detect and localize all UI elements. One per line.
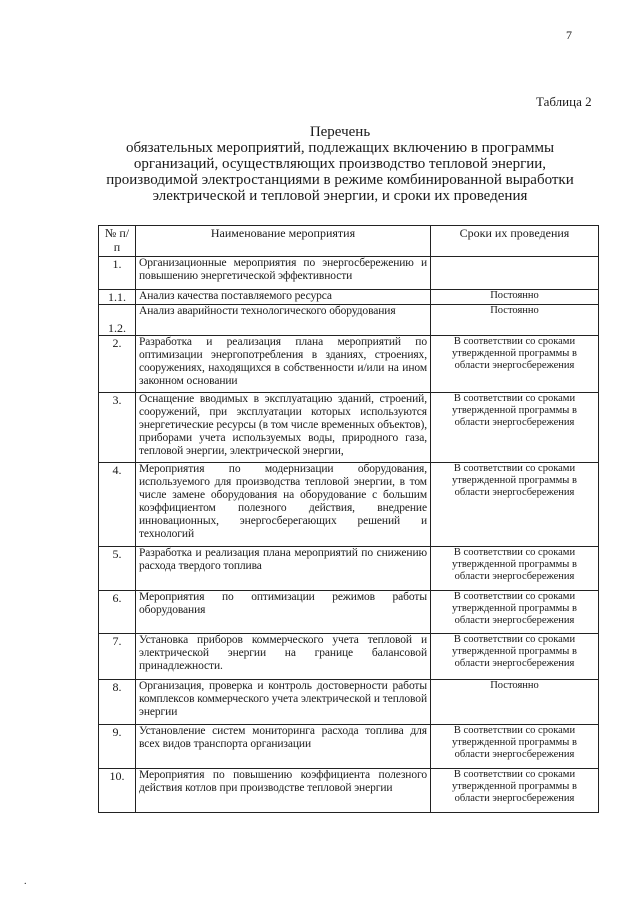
header-number: № п/п [99,226,136,257]
row-term: Постоянно [431,290,599,305]
row-term: Постоянно [431,305,599,336]
row-name: Организационные мероприятия по энергосбережению и повышению энергетической эффективности [136,257,431,290]
row-term: В соответствии со сроками утвержденной программы в области энергосбережения [431,463,599,547]
row-name: Мероприятия по повышению коэффициента полезного действия котлов при производстве тепловой энергии [136,769,431,813]
row-name: Организация, проверка и контроль достоверности работы комплексов коммерческого учета электрической и тепловой энергии [136,680,431,725]
row-name: Оснащение вводимых в эксплуатацию зданий, строений, сооружений, при эксплуатации которых используются энергетические ресурсы (в том числе временных объектов), приборами учета используемых воды, природного газа, тепловой энергии, электрической энергии, [136,393,431,463]
row-term [431,257,599,290]
table-row [99,547,599,591]
row-name: Установление систем мониторинга расхода топлива для всех видов транспорта организации [136,725,431,769]
table-row [99,336,599,393]
row-number: 2. [99,336,136,393]
row-term: В соответствии со сроками утвержденной программы в области энергосбережения [431,634,599,680]
row-term: В соответствии со сроками утвержденной программы в области энергосбережения [431,769,599,813]
row-number: 3. [99,393,136,463]
table-row [99,591,599,634]
row-name: Анализ аварийности технологического оборудования [136,305,431,336]
row-name: Установка приборов коммерческого учета тепловой и электрической энергии на границе балансовой принадлежности. [136,634,431,680]
scan-speck: . [24,876,27,887]
table-row [99,393,599,463]
row-number: 6. [99,591,136,634]
row-term: Постоянно [431,680,599,725]
row-term: В соответствии со сроками утвержденной программы в области энергосбережения [431,725,599,769]
page-number: 7 [566,28,572,42]
title-line: электрической и тепловой энергии, и сроки их проведения [152,188,528,204]
table-row [99,463,599,547]
table-row [99,634,599,680]
row-number: 1.1. [99,290,136,305]
row-number: 4. [99,463,136,547]
row-number: 7. [99,634,136,680]
row-term: В соответствии со сроками утвержденной программы в области энергосбережения [431,547,599,591]
table-row [99,680,599,725]
header-term: Сроки их проведения [431,226,599,257]
row-number: 10. [99,769,136,813]
row-number: 5. [99,547,136,591]
table-row [99,305,599,336]
title-line: организаций, осуществляющих производство тепловой энергии, [133,156,547,172]
title-line: Перечень [309,124,371,140]
row-name: Мероприятия по оптимизации режимов работы оборудования [136,591,431,634]
table-row [99,257,599,290]
measures-table [98,225,599,813]
title-line: производимой электростанциями в режиме комбинированной выработки [106,172,574,188]
title-line: обязательных мероприятий, подлежащих включению в программы [125,140,555,156]
document-title [90,124,590,204]
row-name: Мероприятия по модернизации оборудования, используемого для производства тепловой энергии, в том числе замене оборудования на оборудование с большим коэффициентом полезного действия, внедрение инновационных, энергосберегающих решений и технологий [136,463,431,547]
row-term: В соответствии со сроками утвержденной программы в области энергосбережения [431,393,599,463]
row-number: 8. [99,680,136,725]
row-name: Разработка и реализация плана мероприятий по оптимизации энергопотребления в зданиях, строениях, сооружениях, находящихся в собственности и/или на ином законном основании [136,336,431,393]
row-term: В соответствии со сроками утвержденной программы в области энергосбережения [431,591,599,634]
table-row [99,290,599,305]
row-number: 1.2. [99,305,136,336]
table-header-row [99,226,599,257]
row-term: В соответствии со сроками утвержденной программы в области энергосбережения [431,336,599,393]
table-row [99,725,599,769]
row-number: 1. [99,257,136,290]
table-row [99,769,599,813]
row-number: 9. [99,725,136,769]
header-name: Наименование мероприятия [136,226,431,257]
row-name: Разработка и реализация плана мероприятий по снижению расхода твердого топлива [136,547,431,591]
row-name: Анализ качества поставляемого ресурса [136,290,431,305]
table-label: Таблица 2 [536,94,592,109]
